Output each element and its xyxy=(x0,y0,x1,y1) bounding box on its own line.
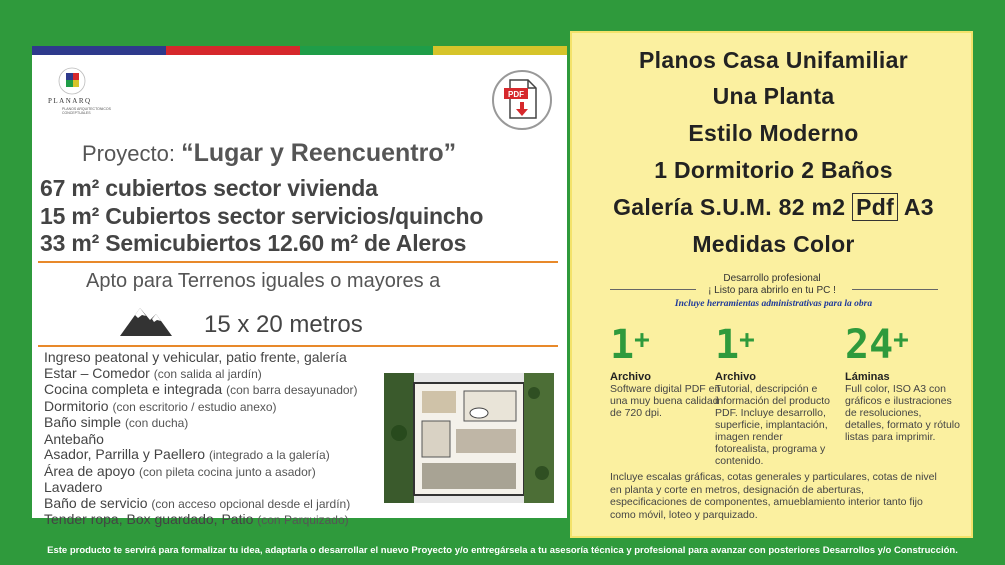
list-item: Ingreso peatonal y vehicular, patio frente, galería xyxy=(44,349,347,365)
stat-body: Software digital PDF en una muy buena calidad de 720 dpi. xyxy=(610,383,721,419)
project-prefix: Proyecto: xyxy=(82,141,175,166)
stat-archivo-tutorial xyxy=(715,318,830,467)
list-item: Dormitorio (con escritorio / estudio anexo) xyxy=(44,397,277,414)
pdf-download-badge[interactable] xyxy=(492,70,552,130)
divider xyxy=(38,261,558,263)
brand-logo xyxy=(42,67,111,127)
stat-archivo-pdf xyxy=(610,318,725,419)
divider xyxy=(38,345,558,347)
title-line-1: Planos Casa Unifamiliar xyxy=(639,47,908,73)
dev-heading xyxy=(612,273,932,297)
terrain-size: 15 x 20 metros xyxy=(204,311,363,338)
list-item: Baño simple (con ducha) xyxy=(44,414,189,430)
list-item: Tender ropa, Box guardado, Patio (con Parquizado) xyxy=(44,511,349,527)
mountain-icon xyxy=(120,302,172,338)
format-pdf-badge: Pdf xyxy=(852,193,898,221)
dev-subtitle: Incluye herramientas administrativas para la obra xyxy=(674,299,873,309)
pdf-download-icon xyxy=(494,72,550,128)
area-services: 15 m² Cubiertos sector servicios/quincho xyxy=(40,203,484,229)
stat-heading: Láminas xyxy=(845,371,890,383)
list-item: Estar – Comedor (con salida al jardín) xyxy=(44,364,262,381)
stat-heading: Archivo xyxy=(610,371,651,383)
brand-logo-subtitle: PLANOS ARQUITECTONICOS CONCEPTUALES xyxy=(62,107,111,115)
list-item: Asador, Parrilla y Paellero (integrado a la galería) xyxy=(44,446,330,462)
floor-plan-render xyxy=(384,373,554,503)
stat-body: Full color, ISO A3 con gráficos e ilustraciones de resoluciones, detalles, formato y rótulo listas para imprimir. xyxy=(845,383,960,443)
stat-heading: Archivo xyxy=(715,371,756,383)
project-title xyxy=(82,139,456,168)
stripe-green xyxy=(300,46,434,55)
list-item: Lavadero xyxy=(44,479,103,495)
dev-line-2: ¡ Listo para abrirlo en tu PC ! xyxy=(708,285,836,296)
pdf-badge-label: PDF xyxy=(508,90,524,99)
stripe-yellow xyxy=(433,46,567,55)
title-line-5: Galería S.U.M. 82 m2 Pdf A3 xyxy=(613,194,934,220)
stat-number: 1+ xyxy=(715,322,755,368)
dev-line-1: Desarrollo profesional xyxy=(723,273,821,284)
right-info-card xyxy=(570,31,973,538)
list-item: Cocina completa e integrada (con barra desayunador) xyxy=(44,381,358,397)
list-item: Baño de servicio (con acceso opcional desde el jardín) xyxy=(44,494,351,511)
terrain-label: Apto para Terrenos iguales o mayores a xyxy=(86,270,441,292)
color-stripe xyxy=(32,46,567,55)
title-line-3: Estilo Moderno xyxy=(688,120,859,146)
features-list xyxy=(44,350,414,529)
left-info-card xyxy=(32,55,567,527)
list-item: Antebaño xyxy=(44,430,104,447)
title-line-4: 1 Dormitorio 2 Baños xyxy=(654,157,893,183)
includes-paragraph: Incluye escalas gráficas, cotas generales y particulares, cotas de nivel en planta y corte en metros, designación de aberturas, especificaciones de componentes, amueblamiento interior tanto fijo como móvil, loteo y parquizado. xyxy=(610,471,937,521)
area-semicovered: 33 m² Semicubiertos 12.60 m² de Aleros xyxy=(40,230,467,256)
stat-laminas xyxy=(845,318,960,443)
stat-body: Tutorial, descripción e información del producto PDF. Incluye desarrollo, superficie, implantación, imagen render fotorealista, programa y contenido. xyxy=(715,383,830,467)
title-line-2: Una Planta xyxy=(712,83,835,109)
stat-number: 1+ xyxy=(610,322,650,368)
footer-text: Este producto te servirá para formalizar tu idea, adaptarla o desarrollar el nuevo Proyecto y/o entregársela a tu asesoría técnica y profesional para avanzar con posteriores Desarrollos y/o Construcción. xyxy=(47,545,958,556)
project-name: “Lugar y Reencuentro” xyxy=(181,139,457,167)
title-line-6: Medidas Color xyxy=(692,231,855,257)
stat-number: 24+ xyxy=(845,322,909,368)
area-living: 67 m² cubiertos sector vivienda xyxy=(40,175,378,201)
stripe-blue xyxy=(32,46,166,55)
stripe-red xyxy=(166,46,300,55)
list-item: Área de apoyo (con pileta cocina junto a asador) xyxy=(44,462,316,479)
brand-logo-name: PLANARQ xyxy=(48,97,92,105)
